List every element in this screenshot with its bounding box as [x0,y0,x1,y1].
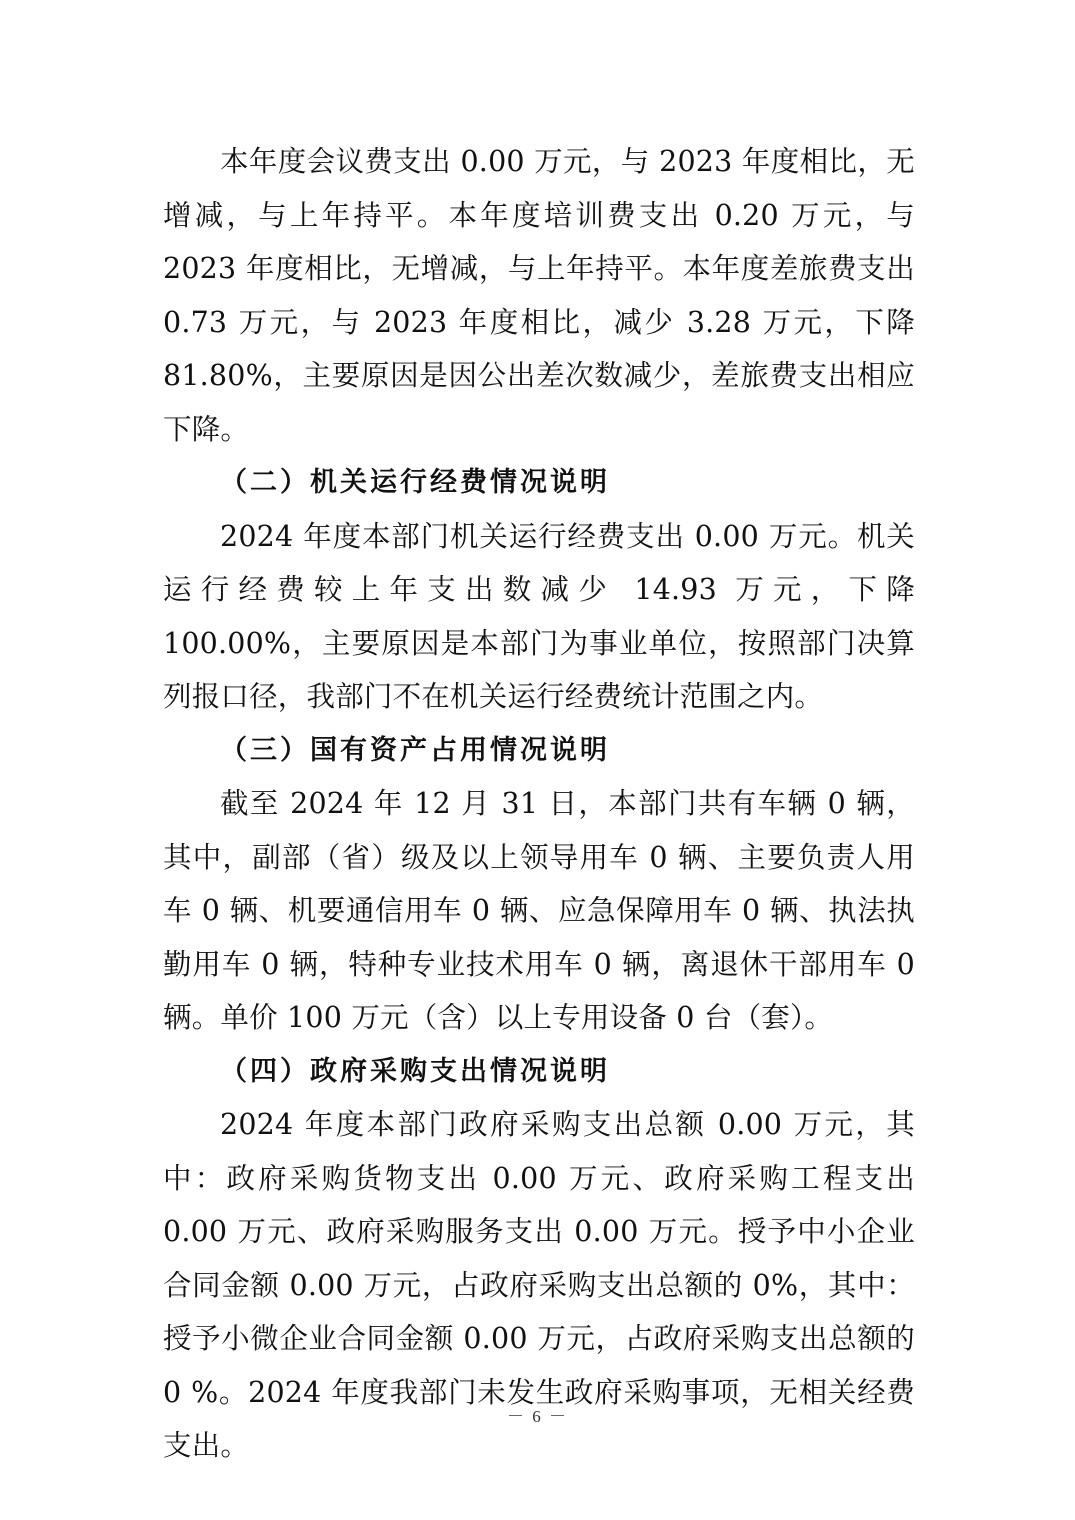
section-heading-government-procurement: （四）政府采购支出情况说明 [220,1055,610,1087]
page-number: － 6 － [507,1407,568,1426]
document-body [163,135,915,1473]
section-heading-state-assets: （三）国有资产占用情况说明 [220,734,610,766]
paragraph-government-procurement: 2024 年度本部门政府采购支出总额 0.00 万元，其中：政府采购货物支出 0.00 万元、政府采购工程支出 0.00 万元、政府采购服务支出 0.00 万元。授予中小企业合同金额 0.00 万元，占政府采购支出总额的 0%，其中：授予小微企业合同金额 0.00 万元，占政府采购支出总额的 0 %。2024 年度我部门未发生政府采购事项，无相关经费支出。 [163,1108,915,1462]
paragraph-meeting-training-travel-expenses: 本年度会议费支出 0.00 万元，与 2023 年度相比，无增减，与上年持平。本年度培训费支出 0.20 万元，与 2023 年度相比，无增减，与上年持平。本年度差旅费支出 0.73 万元，与 2023 年度相比，减少 3.28 万元，下降 81.80%，主要原因是因公出差次数减少，差旅费支出相应下降。 [163,145,915,446]
paragraph-operating-expenses: 2024 年度本部门机关运行经费支出 0.00 万元。机关运行经费较上年支出数减少 14.93 万元，下降 100.00%，主要原因是本部门为事业单位，按照部门决算列报口径，我部门不在机关运行经费统计范围之内。 [163,519,915,713]
section-heading-operating-expenses: （二）机关运行经费情况说明 [220,467,610,498]
paragraph-state-assets: 截至 2024 年 12 月 31 日，本部门共有车辆 0 辆，其中，副部（省）级及以上领导用车 0 辆、主要负责人用车 0 辆、机要通信用车 0 辆、应急保障用车 0 辆、执法执勤用车 0 辆，特种专业技术用车 0 辆，离退休干部用车 0 辆。单价 100 万元（含）以上专用设备 0 台（套）。 [163,787,915,1034]
